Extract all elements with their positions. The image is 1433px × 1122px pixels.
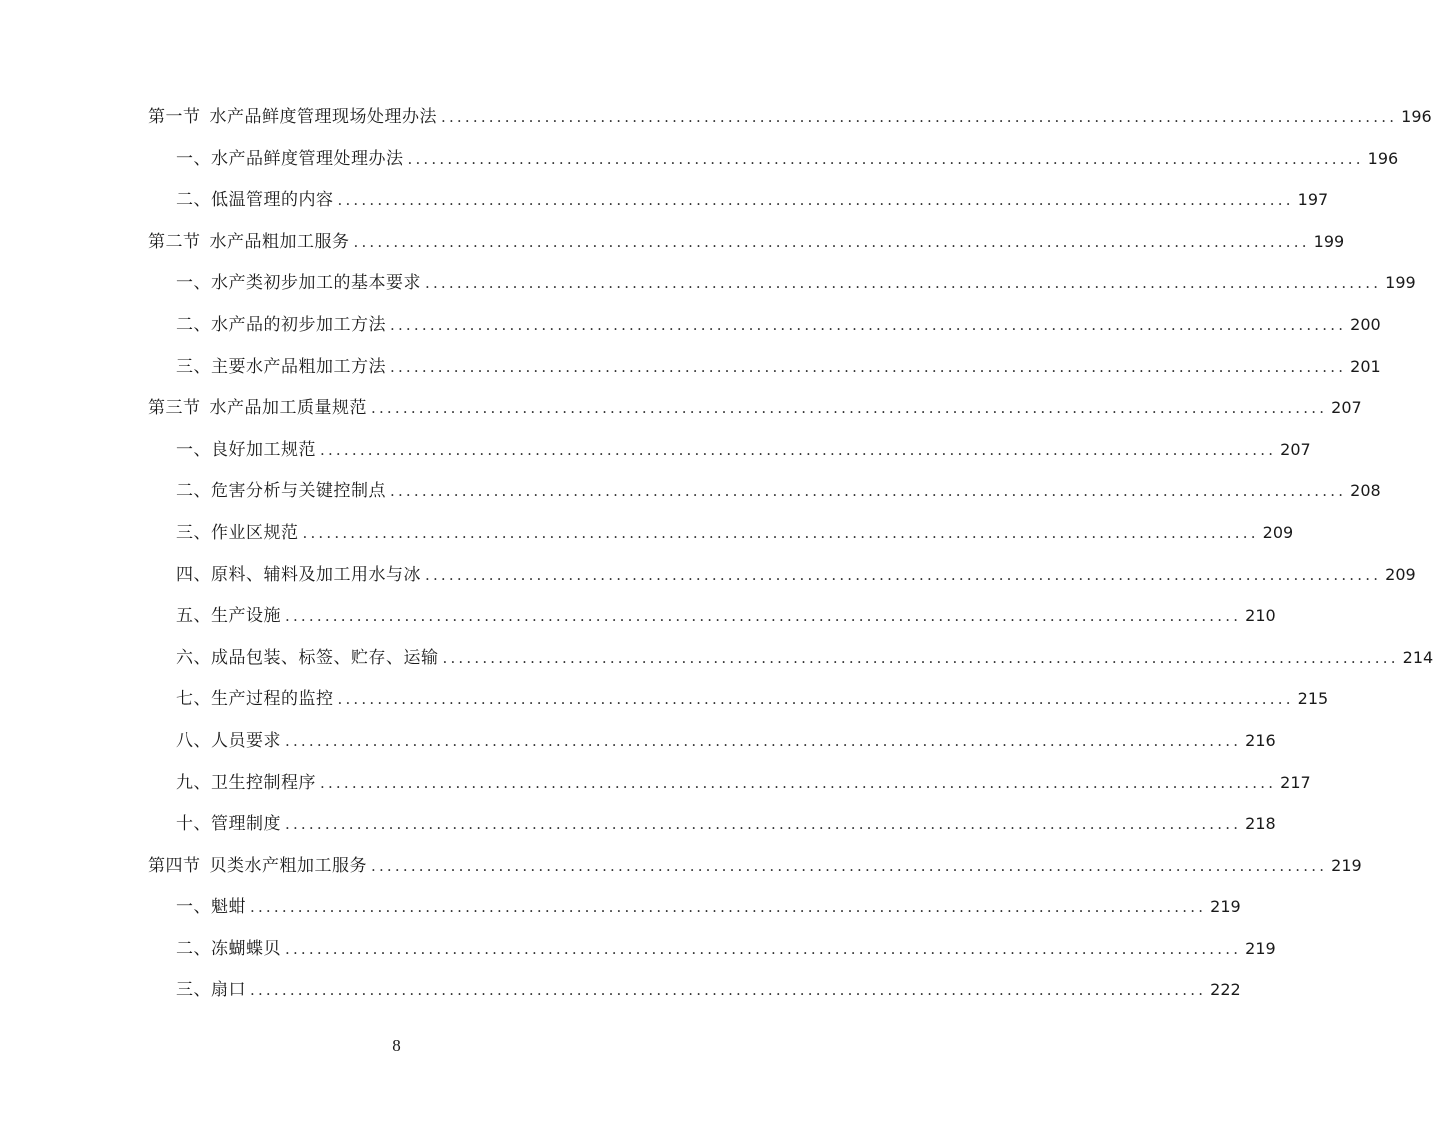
toc-entry-subsection[interactable]: [176, 803, 1276, 845]
toc-entry-section[interactable]: [148, 96, 1432, 138]
toc-entry-subsection[interactable]: [176, 762, 1311, 804]
dot-leader: ........................................................................................................................: [285, 815, 1242, 834]
toc-page-number: 219: [1331, 855, 1362, 875]
dot-leader: ........................................................................................................................: [250, 898, 1207, 917]
toc-entry-subsection[interactable]: [176, 969, 1241, 1011]
toc-entry-subsection[interactable]: [176, 512, 1294, 554]
dot-leader: ........................................................................................................................: [390, 482, 1347, 501]
toc-page-number: 201: [1350, 356, 1381, 376]
section-label: 第四节: [148, 855, 201, 876]
toc-page-number: 219: [1245, 938, 1276, 958]
toc-entry-title: [148, 222, 350, 264]
dot-leader: ........................................................................................................................: [425, 565, 1382, 584]
dot-leader: ........................................................................................................................: [390, 357, 1347, 376]
toc-entry-section[interactable]: [148, 221, 1345, 263]
toc-entry-subsection[interactable]: [176, 138, 1399, 180]
toc-entry-title: 三、作业区规范: [176, 522, 299, 543]
dot-leader: ........................................................................................................................: [285, 939, 1242, 958]
toc-entry-title: 一、水产类初步加工的基本要求: [176, 273, 421, 294]
toc-page-number: 222: [1210, 980, 1241, 1000]
toc-entry-title: [148, 846, 367, 888]
toc-entry-subsection[interactable]: [176, 346, 1381, 388]
dot-leader: ........................................................................................................................: [285, 731, 1242, 750]
dot-leader: ........................................................................................................................: [371, 856, 1328, 875]
toc-entry-title: 一、水产品鲜度管理处理办法: [176, 148, 404, 169]
section-label: 第三节: [148, 398, 201, 419]
toc-entry-subsection[interactable]: [176, 470, 1381, 512]
toc-entry-title: 二、危害分析与关键控制点: [176, 481, 386, 502]
toc-entry-section[interactable]: [148, 387, 1362, 429]
dot-leader: ........................................................................................................................: [371, 399, 1328, 418]
toc-entry-subsection[interactable]: [176, 179, 1329, 221]
dot-leader: ........................................................................................................................: [250, 981, 1207, 1000]
section-label: 第二节: [148, 231, 201, 252]
toc-page-number: 210: [1245, 606, 1276, 626]
toc-entry-title: [148, 97, 437, 139]
section-title: 水产品鲜度管理现场处理办法: [209, 107, 437, 127]
toc-entry-section[interactable]: [148, 845, 1362, 887]
toc-entry-title: 二、水产品的初步加工方法: [176, 314, 386, 335]
toc-entry-title: 三、扇口: [176, 980, 246, 1001]
toc-entry-subsection[interactable]: [176, 928, 1276, 970]
dot-leader: ........................................................................................................................: [442, 648, 1399, 667]
toc-entry-title: 十、管理制度: [176, 814, 281, 835]
toc-entry-title: 六、成品包装、标签、贮存、运输: [176, 647, 439, 668]
toc-entry-title: [148, 388, 367, 430]
page-number: 8: [392, 1036, 401, 1055]
section-label: 第一节: [148, 107, 201, 127]
toc-entry-title: 九、卫生控制程序: [176, 772, 316, 793]
toc-entry-subsection[interactable]: [176, 304, 1381, 346]
toc-page-number: 200: [1350, 314, 1381, 334]
toc-page-number: 214: [1402, 647, 1433, 667]
dot-leader: ........................................................................................................................: [390, 315, 1347, 334]
toc-page-number: 196: [1367, 148, 1399, 168]
section-title: 水产品加工质量规范: [209, 398, 367, 419]
toc-page-number: 209: [1262, 522, 1294, 542]
section-title: 贝类水产粗加工服务: [209, 855, 367, 876]
dot-leader: ........................................................................................................................: [320, 773, 1277, 792]
dot-leader: ........................................................................................................................: [425, 274, 1382, 293]
toc-entry-subsection[interactable]: [176, 429, 1311, 471]
toc-page-number: 217: [1280, 772, 1311, 792]
dot-leader: ........................................................................................................................: [407, 149, 1364, 168]
toc-entry-subsection[interactable]: [176, 262, 1416, 304]
toc-page-number: 207: [1280, 439, 1311, 459]
toc-page-number: 218: [1245, 814, 1276, 834]
toc-page-number: 215: [1297, 689, 1329, 709]
toc-entry-title: 一、魁蚶: [176, 897, 246, 918]
dot-leader: ........................................................................................................................: [302, 523, 1259, 542]
toc-entry-title: 四、原料、辅料及加工用水与冰: [176, 564, 421, 585]
toc-page-number: 216: [1245, 730, 1276, 750]
toc-entry-title: 二、冻蝴蝶贝: [176, 938, 281, 959]
table-of-contents: [0, 96, 1433, 1011]
toc-entry-subsection[interactable]: [176, 637, 1433, 679]
toc-page-number: 199: [1385, 273, 1416, 293]
dot-leader: ........................................................................................................................: [337, 690, 1294, 709]
toc-entry-subsection[interactable]: [176, 595, 1276, 637]
dot-leader: ........................................................................................................................: [320, 440, 1277, 459]
toc-entry-title: 二、低温管理的内容: [176, 190, 334, 211]
toc-page-number: 197: [1297, 190, 1329, 210]
toc-entry-subsection[interactable]: [176, 886, 1241, 928]
toc-page-number: 219: [1210, 897, 1241, 917]
toc-entry-title: 一、良好加工规范: [176, 439, 316, 460]
toc-entry-title: 七、生产过程的监控: [176, 689, 334, 710]
toc-entry-title: 三、主要水产品粗加工方法: [176, 356, 386, 377]
dot-leader: ........................................................................................................................: [285, 607, 1242, 626]
dot-leader: ........................................................................................................................: [337, 191, 1294, 210]
dot-leader: ........................................................................................................................: [441, 108, 1398, 126]
toc-page-number: 196: [1401, 107, 1432, 126]
toc-entry-subsection[interactable]: [176, 678, 1329, 720]
toc-entry-subsection[interactable]: [176, 554, 1416, 596]
toc-entry-title: 八、人员要求: [176, 730, 281, 751]
toc-entry-subsection[interactable]: [176, 720, 1276, 762]
toc-page-number: 208: [1350, 481, 1381, 501]
toc-page-number: 199: [1313, 231, 1345, 251]
toc-page-number: 207: [1331, 398, 1362, 418]
toc-entry-title: 五、生产设施: [176, 606, 281, 627]
toc-page-number: 209: [1385, 564, 1416, 584]
section-title: 水产品粗加工服务: [209, 231, 350, 252]
dot-leader: ........................................................................................................................: [353, 232, 1310, 251]
